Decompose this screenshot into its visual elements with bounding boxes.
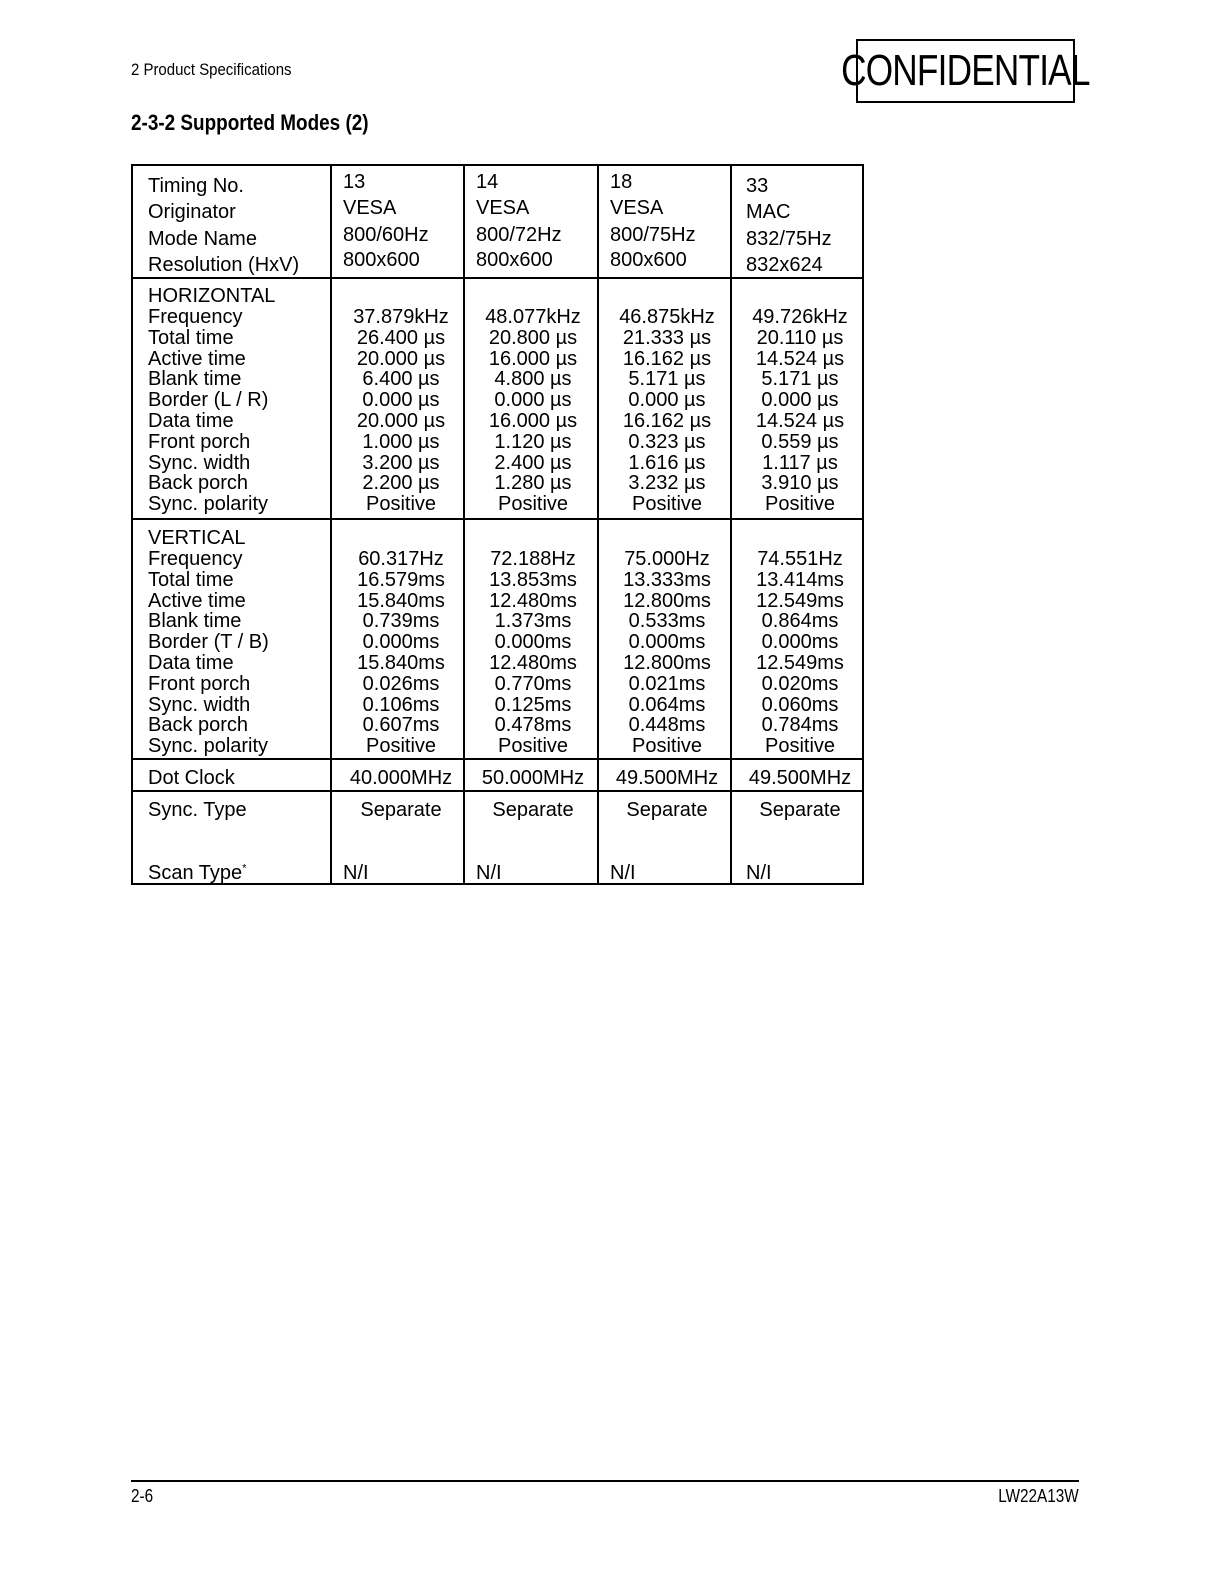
vertical-param-label: Data time	[148, 652, 234, 674]
timing-no: 33	[746, 175, 769, 197]
horizontal-param-value: 20.800 µs	[488, 327, 578, 349]
horizontal-param-value: 2.200 µs	[362, 472, 440, 494]
scan-type-value: N/I	[746, 862, 772, 884]
mode-name: 800/72Hz	[476, 224, 562, 246]
horizontal-param-label: Data time	[148, 410, 234, 432]
horizontal-param-value: 14.524 µs	[755, 348, 845, 370]
horizontal-param-value: 3.910 µs	[761, 472, 839, 494]
vertical-param-label: Sync. width	[148, 694, 251, 716]
vertical-param-value: 0.478ms	[494, 714, 572, 736]
vertical-param-label: Blank time	[148, 610, 242, 632]
dot-clock-value: 40.000MHz	[349, 767, 453, 789]
timing-no: 13	[343, 171, 366, 193]
horizontal-param-value: 0.000 µs	[494, 389, 572, 411]
horizontal-title: HORIZONTAL	[148, 285, 276, 307]
horizontal-param-label: Sync. polarity	[148, 493, 269, 515]
resolution: 800x600	[476, 249, 553, 271]
timing-no: 18	[610, 171, 633, 193]
resolution: 832x624	[746, 254, 823, 276]
vertical-param-label: Sync. polarity	[148, 735, 269, 757]
vertical-param-value: 0.000ms	[362, 631, 440, 653]
horizontal-param-label: Border (L / R)	[148, 389, 269, 411]
horizontal-param-value: 20.000 µs	[356, 348, 446, 370]
horizontal-param-value: 0.000 µs	[628, 389, 706, 411]
horizontal-param-value: 14.524 µs	[755, 410, 845, 432]
vertical-param-value: Positive	[764, 735, 836, 757]
vertical-param-label: Border (T / B)	[148, 631, 269, 653]
horizontal-param-value: 1.616 µs	[628, 452, 706, 474]
horizontal-param-value: 16.162 µs	[622, 348, 712, 370]
vertical-param-value: 15.840ms	[357, 590, 445, 612]
confidential-stamp	[841, 39, 1090, 103]
vertical-param-value: 0.739ms	[362, 610, 440, 632]
vertical-param-value: 15.840ms	[357, 652, 445, 674]
vertical-param-value: 12.549ms	[756, 652, 844, 674]
scan-type-value: N/I	[610, 862, 636, 884]
horizontal-param-value: 16.162 µs	[622, 410, 712, 432]
column-divider	[330, 166, 332, 883]
horizontal-param-value: 20.110 µs	[756, 327, 844, 349]
section-label: 2 Product Specifications	[131, 60, 292, 79]
vertical-param-value: 0.770ms	[494, 673, 572, 695]
horizontal-param-label: Active time	[148, 348, 246, 370]
vertical-param-value: 0.784ms	[761, 714, 839, 736]
sync-type-value: Separate	[759, 799, 841, 821]
horizontal-param-value: 0.000 µs	[362, 389, 440, 411]
vertical-param-value: 0.000ms	[494, 631, 572, 653]
vertical-param-value: 0.000ms	[761, 631, 839, 653]
vertical-param-label: Back porch	[148, 714, 249, 736]
horizontal-param-value: 5.171 µs	[628, 368, 706, 390]
vertical-param-value: 12.549ms	[756, 590, 844, 612]
originator: VESA	[610, 197, 664, 219]
vertical-param-value: 0.020ms	[761, 673, 839, 695]
sync-type-value: Separate	[360, 799, 442, 821]
header-label-originator: Originator	[148, 201, 236, 223]
scan-type-text: Scan Type	[148, 862, 243, 884]
vertical-param-value: 0.448ms	[628, 714, 706, 736]
horizontal-param-label: Blank time	[148, 368, 242, 390]
vertical-param-label: Front porch	[148, 673, 251, 695]
vertical-param-label: Total time	[148, 569, 234, 591]
vertical-param-value: 0.060ms	[761, 694, 839, 716]
vertical-param-label: Frequency	[148, 548, 243, 570]
vertical-param-value: 13.333ms	[623, 569, 711, 591]
vertical-param-value: 0.106ms	[362, 694, 440, 716]
vertical-param-value: 0.021ms	[628, 673, 706, 695]
dot-clock-value: 49.500MHz	[615, 767, 719, 789]
dot-clock-value: 49.500MHz	[748, 767, 852, 789]
originator: VESA	[476, 197, 530, 219]
vertical-param-value: 0.000ms	[628, 631, 706, 653]
vertical-param-value: 13.853ms	[489, 569, 577, 591]
resolution: 800x600	[343, 249, 420, 271]
sync-type-value: Separate	[492, 799, 574, 821]
horizontal-param-value: 0.559 µs	[761, 431, 839, 453]
vertical-param-label: Active time	[148, 590, 246, 612]
horizontal-param-value: 1.000 µs	[362, 431, 440, 453]
vertical-param-value: Positive	[365, 735, 437, 757]
vertical-param-value: 1.373ms	[494, 610, 572, 632]
horizontal-param-value: 3.200 µs	[362, 452, 440, 474]
horizontal-param-value: 3.232 µs	[628, 472, 706, 494]
sync-type-value: Separate	[626, 799, 708, 821]
vertical-param-value: Positive	[631, 735, 703, 757]
row-divider	[133, 790, 862, 792]
vertical-param-value: 75.000Hz	[624, 548, 710, 570]
horizontal-param-value: 0.323 µs	[628, 431, 706, 453]
vertical-param-value: 0.607ms	[362, 714, 440, 736]
horizontal-param-label: Sync. width	[148, 452, 251, 474]
horizontal-param-label: Front porch	[148, 431, 251, 453]
footnote-mark: *	[242, 862, 247, 875]
vertical-param-value: 74.551Hz	[757, 548, 843, 570]
horizontal-param-value: Positive	[365, 493, 437, 515]
vertical-title: VERTICAL	[148, 527, 246, 549]
resolution: 800x600	[610, 249, 687, 271]
horizontal-param-value: Positive	[631, 493, 703, 515]
mode-name: 832/75Hz	[746, 228, 832, 250]
horizontal-param-value: Positive	[764, 493, 836, 515]
horizontal-param-value: 20.000 µs	[356, 410, 446, 432]
originator: VESA	[343, 197, 397, 219]
vertical-param-value: 60.317Hz	[358, 548, 444, 570]
originator: MAC	[746, 201, 791, 223]
vertical-param-value: 13.414ms	[756, 569, 844, 591]
row-divider	[133, 277, 862, 279]
mode-name: 800/60Hz	[343, 224, 429, 246]
vertical-param-value: 72.188Hz	[490, 548, 576, 570]
sync-type-label: Sync. Type	[148, 799, 247, 821]
header-label-mode: Mode Name	[148, 228, 257, 250]
footer-divider	[131, 1480, 1079, 1482]
row-divider	[133, 518, 862, 520]
page-title: 2-3-2 Supported Modes (2)	[131, 110, 369, 135]
vertical-param-value: 0.533ms	[628, 610, 706, 632]
row-divider	[133, 758, 862, 760]
horizontal-param-value: 1.117 µs	[762, 452, 838, 474]
scan-type-value: N/I	[476, 862, 502, 884]
horizontal-param-label: Back porch	[148, 472, 249, 494]
horizontal-param-value: Positive	[497, 493, 569, 515]
mode-name: 800/75Hz	[610, 224, 696, 246]
vertical-param-value: 0.064ms	[628, 694, 706, 716]
horizontal-param-value: 26.400 µs	[356, 327, 446, 349]
horizontal-param-value: 5.171 µs	[761, 368, 839, 390]
horizontal-param-value: 46.875kHz	[619, 306, 715, 328]
dot-clock-value: 50.000MHz	[481, 767, 585, 789]
vertical-param-value: 16.579ms	[357, 569, 445, 591]
horizontal-param-value: 21.333 µs	[622, 327, 712, 349]
vertical-param-value: 0.026ms	[362, 673, 440, 695]
vertical-param-value: 12.480ms	[489, 652, 577, 674]
horizontal-param-value: 16.000 µs	[488, 348, 578, 370]
vertical-param-value: 12.480ms	[489, 590, 577, 612]
horizontal-param-value: 2.400 µs	[494, 452, 572, 474]
header-label-timing: Timing No.	[148, 175, 244, 197]
horizontal-param-value: 1.120 µs	[494, 431, 572, 453]
header-label-resolution: Resolution (HxV)	[148, 254, 300, 276]
vertical-param-value: Positive	[497, 735, 569, 757]
model-number: LW22A13W	[998, 1486, 1079, 1506]
vertical-param-value: 0.864ms	[761, 610, 839, 632]
supported-modes-table	[131, 164, 864, 885]
vertical-param-value: 0.125ms	[494, 694, 572, 716]
horizontal-param-value: 6.400 µs	[362, 368, 440, 390]
horizontal-param-value: 48.077kHz	[485, 306, 581, 328]
vertical-param-value: 12.800ms	[623, 590, 711, 612]
timing-no: 14	[476, 171, 499, 193]
dot-clock-label: Dot Clock	[148, 767, 235, 789]
horizontal-param-value: 1.280 µs	[494, 472, 572, 494]
horizontal-param-value: 0.000 µs	[761, 389, 839, 411]
confidential-text: CONFIDENTIAL	[841, 46, 1090, 95]
horizontal-param-value: 4.800 µs	[494, 368, 572, 390]
horizontal-param-value: 49.726kHz	[752, 306, 848, 328]
scan-type-value: N/I	[343, 862, 369, 884]
vertical-param-value: 12.800ms	[623, 652, 711, 674]
horizontal-param-value: 37.879kHz	[353, 306, 449, 328]
horizontal-param-label: Total time	[148, 327, 234, 349]
horizontal-param-value: 16.000 µs	[488, 410, 578, 432]
horizontal-param-label: Frequency	[148, 306, 243, 328]
page-number: 2-6	[131, 1486, 154, 1506]
scan-type-label	[148, 863, 246, 883]
